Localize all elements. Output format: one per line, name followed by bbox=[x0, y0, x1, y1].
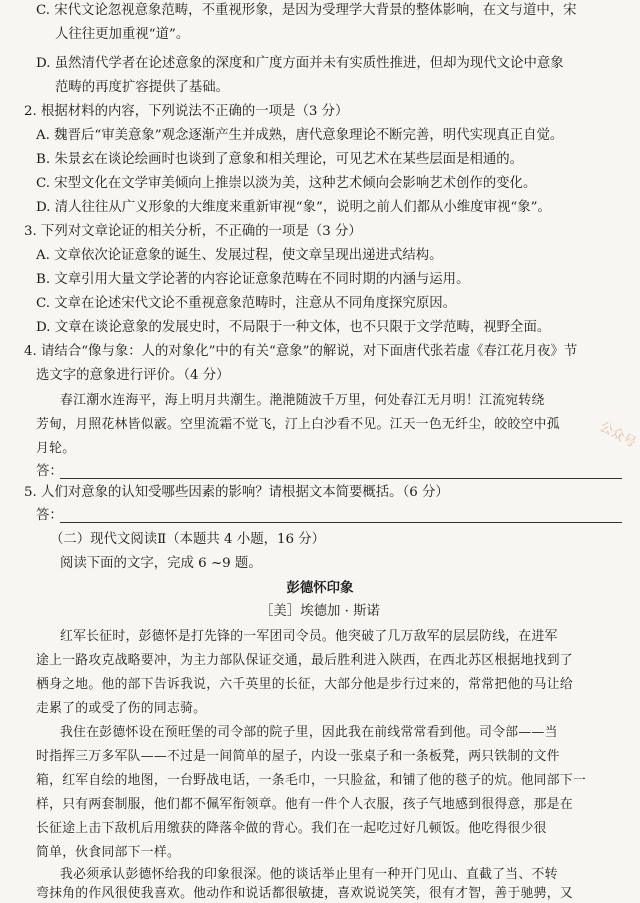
passage-line: 弯抹角的作风很使我喜欢。他动作和说话都很敏捷，喜欢说说笑笑，很有才智，善于驰骋，又 bbox=[36, 886, 573, 901]
q5-answer-line[interactable] bbox=[60, 522, 622, 523]
passage-line: 走累了的或受了伤的同志骑。 bbox=[36, 701, 207, 716]
q2-option-a: A. 魏晋后“审美意象”观念逐渐产生并成熟，唐代意象理论不断完善，明代实现真正自觉。 bbox=[36, 128, 564, 143]
q4-poem-line2: 芳甸，月照花林皆似霰。空里流霜不觉飞，汀上白沙看不见。江天一色无纤尘，皎皎空中孤 bbox=[36, 417, 560, 432]
q2-option-b: B. 朱景玄在谈论绘画时也谈到了意象和相关理论，可见艺术在某些层面是相通的。 bbox=[36, 152, 524, 167]
q1-option-c-line1: C. 宋代文论忽视意象范畴，不重视形象，是因为受理学大背景的整体影响，在文与道中，宋 bbox=[36, 3, 577, 18]
passage-line: 时指挥三万多军队——不过是一间简单的屋子，内设一张桌子和一条板凳，两只铁制的文件 bbox=[36, 749, 560, 764]
passage-line: 红军长征时，彭德怀是打先锋的一军团司令员。他突破了几万敌军的层层防线，在进军 bbox=[60, 629, 558, 644]
q4-stem-line1: 4. 请结合“像与象：人的对象化”中的有关“意象”的解说，对下面唐代张若虚《春江花月夜》节 bbox=[24, 344, 578, 359]
passage-line: 简单，伙食同部下一样。 bbox=[36, 845, 181, 860]
passage-author: ［美］埃德加 · 斯诺 bbox=[260, 604, 380, 619]
q3-option-b: B. 文章引用大量文学论著的内容论证意象范畴在不同时期的内涵与运用。 bbox=[36, 272, 470, 287]
passage-line: 途上一路攻克战略要冲，为主力部队保证交通，最后胜利进入陕西，在西北苏区根据地找到了 bbox=[36, 653, 573, 668]
passage-line: 我住在彭德怀设在预旺堡的司令部的院子里，因此我在前线常常看到他。司令部——当 bbox=[60, 725, 558, 740]
q5-answer-label: 答： bbox=[36, 508, 63, 523]
passage-line: 箱，红军自绘的地图，一台野战电话，一条毛巾，一只脸盆，和铺了他的毯子的炕。他同部下一 bbox=[36, 773, 587, 788]
q3-option-c: C. 文章在论述宋代文论不重视意象范畴时，注意从不同角度探究原因。 bbox=[36, 296, 456, 311]
q4-poem-line3: 月轮。 bbox=[36, 441, 76, 456]
q2-stem: 2. 根据材料的内容，下列说法不正确的一项是（3 分） bbox=[24, 104, 349, 119]
passage-line: 栖身之地。他的部下告诉我说，六千英里的长征，大部分他是步行过来的，常常把他的马让给 bbox=[36, 677, 573, 692]
q3-option-d: D. 文章在谈论意象的发展史时，不局限于一种文体，也不只限于文学范畴，视野全面。 bbox=[36, 320, 551, 335]
q1-option-c-line2: 人往往更加重视“道”。 bbox=[55, 27, 190, 42]
q4-poem-line1: 春江潮水连海平，海上明月共潮生。滟滟随波千万里，何处春江无月明！江流宛转绕 bbox=[60, 393, 545, 408]
q4-stem-line2: 选文字的意象进行评价。（4 分） bbox=[36, 368, 230, 383]
q3-stem: 3. 下列对文章论证的相关分析，不正确的一项是（3 分） bbox=[24, 224, 362, 239]
q1-option-d-line2: 范畴的再度扩容提供了基础。 bbox=[55, 80, 230, 95]
watermark-stamp: 公众号 bbox=[596, 419, 639, 452]
q3-option-a: A. 文章依次论证意象的诞生、发展过程，使文章呈现出递进式结构。 bbox=[36, 248, 443, 263]
q2-option-c: C. 宋型文化在文学审美倾向上推崇以淡为美，这种艺术倾向会影响艺术创作的变化。 bbox=[36, 176, 537, 191]
section2-instruction: 阅读下面的文字，完成 6 ~9 题。 bbox=[60, 556, 262, 571]
q2-option-d: D. 清人往往从广义形象的大维度来重新审视“象”，说明之前人们都从小维度审视“象”。 bbox=[36, 200, 551, 215]
q4-answer-label: 答： bbox=[36, 464, 63, 479]
q1-option-d-line1: D. 虽然清代学者在论述意象的深度和广度方面并未有实质性推进，但却为现代文论中意象 bbox=[36, 56, 564, 71]
section2-heading: （二）现代文阅读Ⅱ（本题共 4 小题，16 分） bbox=[50, 532, 326, 547]
passage-line: 长征途上击下敌机后用缴获的降落伞做的背心。我们在一起吃过好几顿饭。他吃得很少很 bbox=[36, 821, 547, 836]
passage-line: 我必须承认彭德怀给我的印象很深。他的谈话举止里有一种开门见山、直截了当、不转 bbox=[60, 867, 558, 882]
passage-title: 彭德怀印象 bbox=[286, 580, 354, 596]
q4-answer-line[interactable] bbox=[60, 478, 622, 479]
passage-line: 样，只有两套制服，他们都不佩军衔领章。他有一件个人衣服，孩子气地感到很得意，那是在 bbox=[36, 797, 573, 812]
q5-stem: 5. 人们对意象的认知受哪些因素的影响？请根据文本简要概括。（6 分） bbox=[24, 485, 449, 500]
